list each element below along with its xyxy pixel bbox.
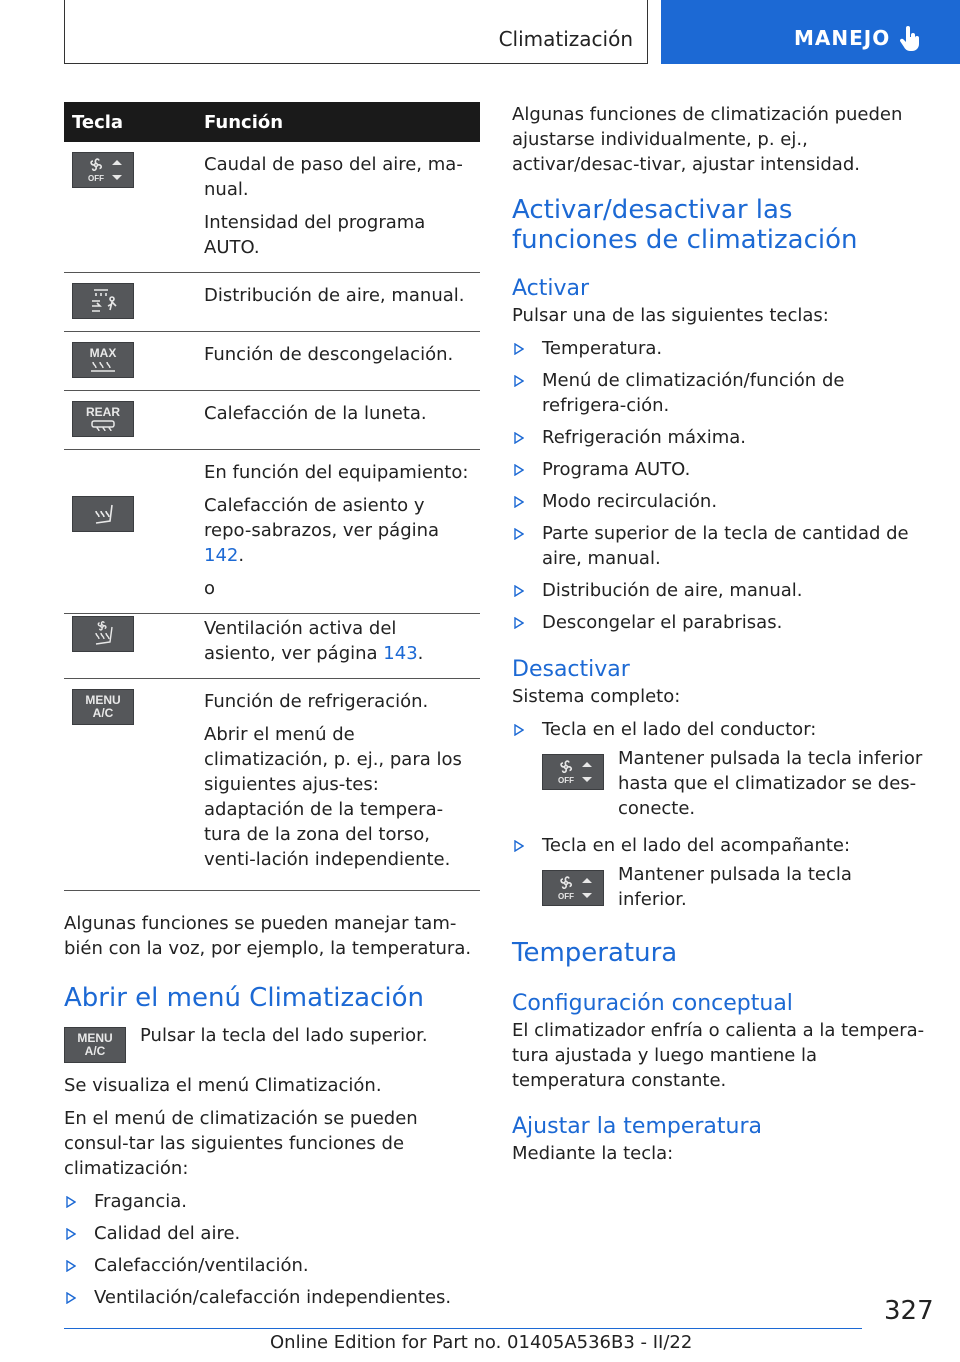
fan-off-key-icon	[542, 870, 604, 906]
col-key-header: Tecla	[64, 102, 196, 142]
svg-text:OFF: OFF	[88, 174, 104, 183]
adjust-text: Mediante la tecla:	[512, 1143, 674, 1164]
concept-heading: Configuración conceptual	[512, 991, 793, 1016]
list-item: Calidad del aire.	[64, 1221, 480, 1246]
menu-consult-text: En el menú de climatización se pueden consul-tar las siguientes funciones de climatización:	[64, 1108, 418, 1179]
list-item: Programa AUTO.	[512, 457, 926, 482]
list-item: Tecla en el lado del acompañante:	[512, 833, 926, 858]
row-text: Calefacción de la luneta.	[204, 403, 427, 424]
deactivate-list	[512, 717, 926, 742]
row-text: Abrir el menú de climatización, p. ej., para los siguientes ajus-tes: adaptación de la tempera-tura de la zona del torso, venti-lación independiente.	[204, 724, 462, 870]
adjust-heading: Ajustar la temperatura	[512, 1114, 763, 1139]
list-item: Parte superior de la tecla de cantidad de aire, manual.	[512, 521, 926, 571]
section-title: Climatización	[498, 27, 633, 51]
fan-off-key-icon	[542, 754, 604, 790]
passenger-key-instruction	[512, 862, 926, 912]
menu-shown-text: Se visualiza el menú Climatización.	[64, 1075, 382, 1096]
key-label: A/C	[92, 706, 114, 720]
svg-text:OFF: OFF	[558, 776, 574, 785]
keys-table	[64, 102, 480, 891]
row-text: o	[204, 578, 216, 599]
triangle-bullet-icon	[514, 432, 524, 444]
max-defrost-key-icon	[72, 342, 134, 378]
seat-heat-key-icon	[72, 496, 134, 532]
voice-note: Algunas funciones se pueden manejar tam-bién con la voz, por ejemplo, la temperatura.	[64, 913, 472, 959]
activate-intro: Pulsar una de las siguientes teclas:	[512, 305, 829, 326]
triangle-bullet-icon	[514, 617, 524, 629]
triangle-bullet-icon	[514, 496, 524, 508]
menu-ac-key-icon: MENU A/C	[64, 1027, 126, 1063]
page-number: 327	[884, 1296, 934, 1326]
list-item: Descongelar el parabrisas.	[512, 610, 926, 635]
row-text: Intensidad del programa AUTO.	[204, 212, 426, 258]
table-row	[64, 142, 480, 273]
table-row	[64, 614, 480, 679]
row-text: Caudal de paso del aire, ma-nual.	[204, 154, 463, 200]
deactivate-heading: Desactivar	[512, 657, 630, 682]
header-box	[64, 0, 648, 64]
triangle-bullet-icon	[66, 1292, 76, 1304]
table-row	[64, 391, 480, 450]
key-label: REAR	[85, 404, 120, 419]
row-text: Calefacción de asiento y repo-sabrazos, ver página 142.	[204, 495, 440, 566]
activate-list	[512, 336, 926, 635]
edition-text: Online Edition for Part no. 01405A536B3 - II/22	[270, 1332, 693, 1353]
triangle-bullet-icon	[514, 724, 524, 736]
passenger-list	[512, 833, 926, 858]
seat-ventilation-key-icon	[72, 616, 134, 652]
table-row	[64, 450, 480, 614]
footer-divider	[64, 1328, 862, 1329]
triangle-bullet-icon	[66, 1260, 76, 1272]
list-item: Refrigeración máxima.	[512, 425, 926, 450]
key-label: MAX	[89, 345, 117, 360]
triangle-bullet-icon	[514, 585, 524, 597]
row-text: Función de descongelación.	[204, 344, 454, 365]
table-row	[64, 332, 480, 391]
row-text: Ventilación activa del asiento, ver página 143.	[204, 618, 424, 664]
deactivate-intro: Sistema completo:	[512, 686, 681, 707]
rear-window-heat-key-icon	[72, 401, 134, 437]
list-item: Ventilación/calefacción independientes.	[64, 1285, 480, 1310]
pointing-hand-icon	[899, 26, 921, 52]
triangle-bullet-icon	[514, 375, 524, 387]
key-label: MENU	[85, 693, 121, 707]
list-item: Calefacción/ventilación.	[64, 1253, 480, 1278]
triangle-bullet-icon	[514, 528, 524, 540]
list-item: Menú de climatización/función de refrigera-ción.	[512, 368, 926, 418]
air-distribution-key-icon	[72, 283, 134, 319]
table-row	[64, 679, 480, 891]
open-menu-text: Pulsar la tecla del lado superior.	[140, 1025, 428, 1046]
list-item: Temperatura.	[512, 336, 926, 361]
row-text: En función del equipamiento:	[204, 462, 469, 483]
fan-off-key-icon	[72, 152, 134, 188]
menu-ac-key-icon	[72, 689, 134, 725]
concept-text: El climatizador enfría o calienta a la tempera-tura ajustada y luego mantiene la temperatura constante.	[512, 1020, 925, 1091]
list-item: Modo recirculación.	[512, 489, 926, 514]
row-text: Función de refrigeración.	[204, 691, 429, 712]
list-item: Fragancia.	[64, 1189, 480, 1214]
list-item: Distribución de aire, manual.	[512, 578, 926, 603]
toggle-heading: Activar/desactivar las funciones de climatización	[512, 195, 858, 255]
page-link-142[interactable]: 142	[204, 545, 239, 566]
svg-text:OFF: OFF	[558, 892, 574, 901]
triangle-bullet-icon	[514, 343, 524, 355]
right-column	[512, 102, 926, 1174]
left-column	[64, 102, 480, 1317]
driver-text: Mantener pulsada la tecla inferior hasta que el climatizador se des-conecte.	[618, 748, 923, 819]
activate-heading: Activar	[512, 276, 590, 301]
chapter-tab[interactable]	[661, 0, 960, 64]
table-header-row	[64, 102, 480, 142]
driver-key-instruction	[512, 746, 926, 821]
triangle-bullet-icon	[66, 1196, 76, 1208]
triangle-bullet-icon	[514, 464, 524, 476]
temperature-heading: Temperatura	[512, 938, 678, 968]
open-menu-heading: Abrir el menú Climatización	[64, 983, 424, 1013]
open-menu-instruction	[64, 1023, 480, 1063]
row-text: Distribución de aire, manual.	[204, 285, 465, 306]
list-item: Tecla en el lado del conductor:	[512, 717, 926, 742]
triangle-bullet-icon	[66, 1228, 76, 1240]
menu-items-list	[64, 1189, 480, 1310]
col-function-header: Función	[196, 102, 480, 142]
passenger-text: Mantener pulsada la tecla inferior.	[618, 864, 852, 910]
chapter-label: MANEJO	[794, 26, 891, 50]
intro-text: Algunas funciones de climatización pueden ajustarse individualmente, p. ej., activar/desac-tivar, ajustar intensidad.	[512, 104, 903, 175]
page-link-143[interactable]: 143	[383, 643, 418, 664]
table-row	[64, 273, 480, 332]
triangle-bullet-icon	[514, 840, 524, 852]
